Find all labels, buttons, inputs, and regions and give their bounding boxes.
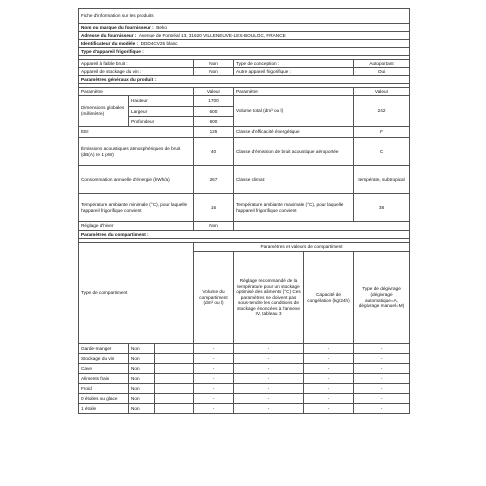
compartment-freeze: - [304, 344, 354, 354]
param-value: 38 [354, 194, 410, 222]
compartment-temp: - [234, 404, 304, 414]
empty-cell [155, 374, 194, 384]
compartment-name: Stockage du vin [79, 354, 129, 364]
compartment-defrost: - [354, 404, 410, 414]
empty-cell [234, 222, 410, 231]
compartment-temp: - [234, 384, 304, 394]
compartment-defrost: - [354, 344, 410, 354]
compartment-temp-header: Réglage recommandé de la température pour un stockage optimisé des aliments (°C) Ces paramètres ne doivent pas sous-tendre les conditions de stockage énoncées à l'annexe IV, tableau 3 [234, 252, 304, 344]
param-label: Température ambiante minimale (°C), pour laquelle l'appareil frigorifique convient [79, 194, 194, 222]
dimension-name: Largeur [129, 107, 194, 117]
param-value: 40 [194, 138, 234, 166]
compartment-name: 1 étoile [79, 404, 129, 414]
compartment-volume: - [194, 384, 234, 394]
general-section-heading: Paramètres généraux du produit : [79, 76, 410, 84]
empty-cell [155, 354, 194, 364]
compartment-volume: - [194, 374, 234, 384]
empty-cell [155, 344, 194, 354]
param-value: F [354, 127, 410, 138]
compartment-volume: - [194, 364, 234, 374]
winter-setting-value: Non [194, 222, 234, 231]
type-value: Non [194, 68, 234, 76]
compartment-freeze: - [304, 394, 354, 404]
param-label: Classe d'émission de bruit acoustique aéroportée [234, 138, 354, 166]
supplier-value: Beko [156, 24, 167, 30]
table-row [79, 384, 410, 394]
compartment-volume: - [194, 354, 234, 364]
type-label: Appareil de stockage du vin : [79, 68, 194, 76]
param-value: 267 [194, 166, 234, 194]
table-row [79, 354, 410, 364]
compartment-temp: - [234, 354, 304, 364]
compartment-defrost: - [354, 394, 410, 404]
compartment-defrost: - [354, 374, 410, 384]
compartment-freeze: - [304, 364, 354, 374]
param-value: températe, subtropical [354, 166, 410, 194]
compartment-temp: - [234, 374, 304, 384]
compartment-name: Froid [79, 384, 129, 394]
compartment-freeze: - [304, 404, 354, 414]
empty-cell [155, 394, 194, 404]
param-value: 125 [194, 127, 234, 138]
param-label: Température ambiante maximale (°C), pour laquelle l'appareil frigorifique convient [234, 194, 354, 222]
table-row [79, 364, 410, 374]
compartment-defrost: - [354, 384, 410, 394]
model-value: DDD4CV25 blanc [140, 40, 178, 46]
compartment-name: Cave [79, 364, 129, 374]
type-value: Non [194, 60, 234, 68]
page-title: Fiche d'information sur les produits [79, 9, 410, 24]
compartment-present: Non [129, 344, 155, 354]
compartment-temp: - [234, 344, 304, 354]
product-information-sheet [78, 8, 409, 414]
compartment-name: Aliments frais [79, 374, 129, 384]
compartment-present: Non [129, 354, 155, 364]
volume-value: 242 [354, 96, 410, 127]
type-label: Appareil à faible bruit : [79, 60, 194, 68]
compartment-values-header: Paramètres et valeurs de compartiment [194, 243, 410, 252]
compartment-defrost: - [354, 354, 410, 364]
freezing-capacity-header: Capacité de congélation (kg/24h) [304, 252, 354, 344]
info-table [78, 8, 410, 414]
compartment-temp: - [234, 364, 304, 374]
param-label: Consommation annuelle d'énergie (kWh/a) [79, 166, 194, 194]
compartment-freeze: - [304, 384, 354, 394]
compartment-defrost: - [354, 364, 410, 374]
type-section-heading: Type d'appareil frigorifique : [79, 48, 410, 56]
supplier-label: Nom ou marque du fournisseur : [81, 24, 154, 30]
param-value: C [354, 138, 410, 166]
compartment-name: Garde-manger [79, 344, 129, 354]
empty-cell [155, 404, 194, 414]
table-row [79, 394, 410, 404]
param-value: 16 [194, 194, 234, 222]
param-label: EEI [79, 127, 194, 138]
volume-label: Volume total (dm³ ou l) [234, 96, 354, 127]
compartment-present: Non [129, 374, 155, 384]
model-label: Identificateur du modèle : [81, 40, 139, 46]
type-label: Autre appareil frigorifique : [234, 68, 354, 76]
column-header: Paramètre [79, 88, 194, 96]
address-value: Avenue de Fontréal 13, 31620 VILLENEUVE-LES-BOULOC, FRANCE [138, 32, 286, 38]
param-label: Classe d'efficacité énergétique [234, 127, 354, 138]
compartment-type-header: Type de compartiment [79, 243, 194, 344]
empty-cell [155, 364, 194, 374]
compartment-present: Non [129, 364, 155, 374]
empty-cell [155, 384, 194, 394]
model-row [79, 40, 410, 48]
column-header: Valeur [194, 88, 234, 96]
column-header: Valeur [354, 88, 410, 96]
type-value: Oui [354, 68, 410, 76]
type-label: Type de conception : [234, 60, 354, 68]
dimension-name: Profondeur [129, 117, 194, 127]
table-row [79, 344, 410, 354]
param-label: Émissions acoustiques atmosphériques de bruit (dB(A) re 1 pW) [79, 138, 194, 166]
compartment-name: 0 étoiles ou glace [79, 394, 129, 404]
winter-setting-label: Réglage d'hiver [79, 222, 194, 231]
dimension-value: 600 [194, 107, 234, 117]
compartment-volume: - [194, 404, 234, 414]
table-row [79, 374, 410, 384]
compartment-present: Non [129, 394, 155, 404]
compartment-present: Non [129, 384, 155, 394]
address-label: Adresse du fournisseur : [81, 32, 137, 38]
dimension-value: 1700 [194, 96, 234, 107]
compartment-freeze: - [304, 354, 354, 364]
supplier-row [79, 24, 410, 32]
type-value: Autoportant [354, 60, 410, 68]
dimension-name: Hauteur [129, 96, 194, 107]
compartment-freeze: - [304, 374, 354, 384]
dimensions-label: Dimensions globales (millimètre) [79, 96, 129, 127]
param-label: Classe climat: [234, 166, 354, 194]
address-row [79, 32, 410, 40]
compartment-present: Non [129, 404, 155, 414]
defrost-type-header: Type de dégivrage (dégivrage automatique=A, dégivrage manuel=M) [354, 252, 410, 344]
compartment-volume-header: Volume du compartiment (dm³ ou l) [194, 252, 234, 344]
compartment-section-heading: Paramètres du compartiment : [79, 231, 410, 239]
compartment-volume: - [194, 394, 234, 404]
compartment-temp: - [234, 394, 304, 404]
table-row [79, 404, 410, 414]
column-header: Paramètre [234, 88, 354, 96]
dimension-value: 600 [194, 117, 234, 127]
compartment-volume: - [194, 344, 234, 354]
